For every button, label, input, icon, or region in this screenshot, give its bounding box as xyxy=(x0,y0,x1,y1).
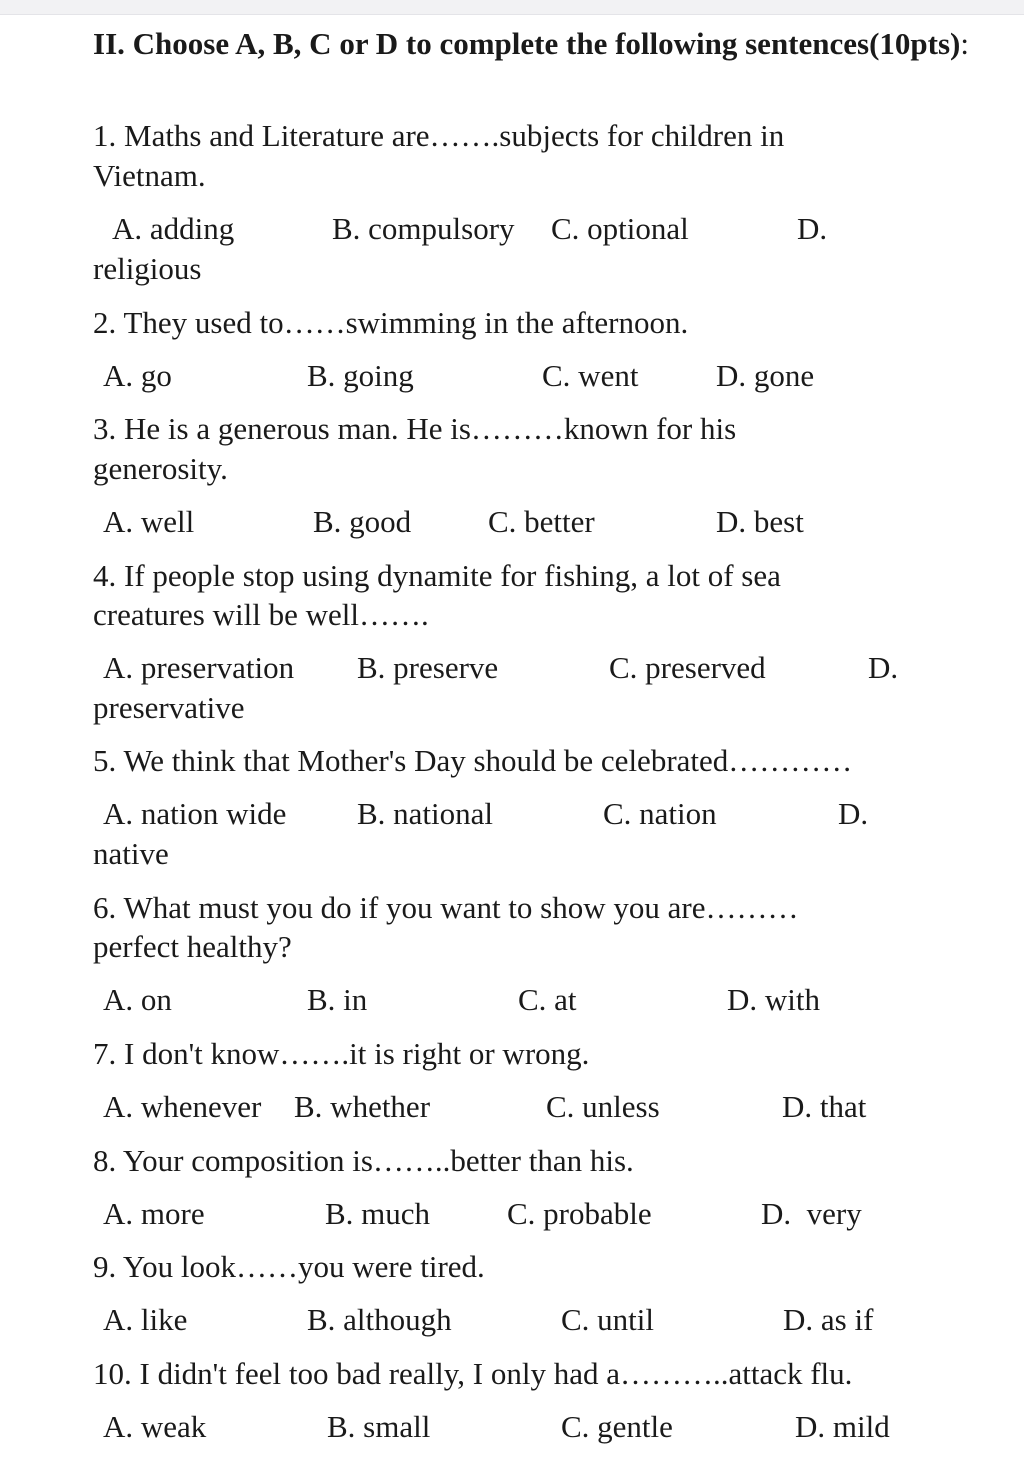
section-heading-colon: : xyxy=(960,26,969,61)
question-3-option-c: C. better xyxy=(488,504,595,539)
question-9-option-b: B. although xyxy=(307,1302,452,1337)
question-6-option-d: D. with xyxy=(727,982,820,1017)
question-8-stem: 8. Your composition is……..better than his. xyxy=(93,1143,634,1178)
question-9-option-c: C. until xyxy=(561,1302,655,1337)
question-7-option-b: B. whether xyxy=(294,1089,431,1124)
question-6-option-a: A. on xyxy=(103,982,172,1017)
question-7-option-a: A. whenever xyxy=(103,1089,262,1124)
question-2-option-d: D. gone xyxy=(716,358,815,393)
question-10-option-d: D. mild xyxy=(795,1409,890,1444)
question-1-stem: 1. Maths and Literature are…….subjects for children in xyxy=(93,118,785,153)
question-1-option-d-wrap: religious xyxy=(93,251,202,286)
question-5-option-c: C. nation xyxy=(603,796,717,831)
question-3-option-a: A. well xyxy=(103,504,195,539)
question-4-option-a: A. preservation xyxy=(103,650,295,685)
question-1-option-b: B. compulsory xyxy=(332,211,515,246)
question-5-option-d-wrap: native xyxy=(93,836,169,871)
question-7-stem: 7. I don't know…….it is right or wrong. xyxy=(93,1036,590,1071)
question-10-stem: 10. I didn't feel too bad really, I only had a………..attack flu. xyxy=(93,1356,853,1391)
question-3-option-d: D. best xyxy=(716,504,804,539)
question-2-stem: 2. They used to……swimming in the afternoon. xyxy=(93,305,689,340)
question-2-option-b: B. going xyxy=(307,358,414,393)
section-heading xyxy=(93,24,973,64)
question-2-option-c: C. went xyxy=(542,358,639,393)
question-8-option-d: D. very xyxy=(761,1196,862,1231)
question-5-option-a: A. nation wide xyxy=(103,796,287,831)
question-7-option-d: D. that xyxy=(782,1089,867,1124)
question-3-stem-line-2: generosity. xyxy=(93,451,228,486)
question-6-stem: 6. What must you do if you want to show you are……… xyxy=(93,890,799,925)
question-4-option-d: D. xyxy=(868,650,899,685)
question-10-option-a: A. weak xyxy=(103,1409,207,1444)
question-4-option-d-wrap: preservative xyxy=(93,690,245,725)
question-6-option-c: C. at xyxy=(518,982,577,1017)
question-10-option-b: B. small xyxy=(327,1409,431,1444)
question-8-option-a: A. more xyxy=(103,1196,205,1231)
section-heading-text: II. Choose A, B, C or D to complete the following sentences(10pts) xyxy=(93,26,961,61)
question-7-option-c: C. unless xyxy=(546,1089,660,1124)
question-6-option-b: B. in xyxy=(307,982,368,1017)
question-9-stem: 9. You look……you were tired. xyxy=(93,1249,485,1284)
question-1-option-a: A. adding xyxy=(112,211,235,246)
question-3-option-b: B. good xyxy=(313,504,412,539)
question-1-option-c: C. optional xyxy=(551,211,689,246)
question-4-stem: 4. If people stop using dynamite for fishing, a lot of sea xyxy=(93,558,781,593)
question-5-option-d: D. xyxy=(838,796,869,831)
question-8-option-c: C. probable xyxy=(507,1196,652,1231)
question-1-option-d: D. xyxy=(797,211,828,246)
question-2-option-a: A. go xyxy=(103,358,172,393)
question-1-stem-line-2: Vietnam. xyxy=(93,158,206,193)
question-6-stem-line-2: perfect healthy? xyxy=(93,929,292,964)
question-8-option-b: B. much xyxy=(325,1196,431,1231)
question-10-option-c: C. gentle xyxy=(561,1409,673,1444)
question-3-stem: 3. He is a generous man. He is………known for his xyxy=(93,411,737,446)
question-9-option-d: D. as if xyxy=(783,1302,874,1337)
question-4-option-b: B. preserve xyxy=(357,650,499,685)
question-5-option-b: B. national xyxy=(357,796,494,831)
question-4-option-c: C. preserved xyxy=(609,650,766,685)
question-4-stem-line-2: creatures will be well……. xyxy=(93,597,429,632)
question-9-option-a: A. like xyxy=(103,1302,188,1337)
question-5-stem: 5. We think that Mother's Day should be celebrated………… xyxy=(93,743,853,778)
